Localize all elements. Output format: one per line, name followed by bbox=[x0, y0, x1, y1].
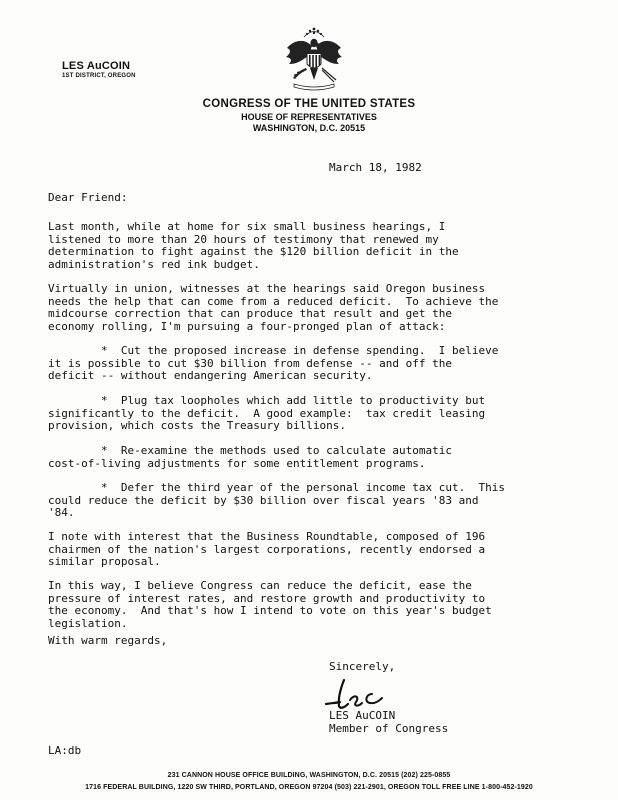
bullet-1: * Cut the proposed increase in defense spending. I believe it is possible to cut $30 billion from defense -- and off the deficit -- without endangering American security. bbox=[48, 344, 499, 383]
letterhead-house: HOUSE OF REPRESENTATIVES bbox=[241, 112, 377, 122]
sender-name: LES AuCOIN bbox=[62, 60, 131, 72]
bullet-4: * Defer the third year of the personal income tax cut. This could reduce the deficit by $30 billion over fiscal years '83 and '84. bbox=[48, 481, 505, 520]
paragraph-1: Last month, while at home for six small business hearings, I listened to more than 20 hours of testimony that renewed my determination to fight against the $120 billion deficit in the administration's red ink budget. bbox=[48, 220, 459, 271]
sender-block bbox=[62, 60, 136, 79]
letterhead-city: WASHINGTON, D.C. 20515 bbox=[252, 123, 366, 133]
letterhead-title: CONGRESS OF THE UNITED STATES bbox=[202, 98, 416, 110]
salutation: Dear Friend: bbox=[48, 191, 128, 204]
sign-off: Sincerely, bbox=[329, 660, 396, 673]
great-seal-eagle-icon bbox=[284, 24, 344, 94]
closing: With warm regards, bbox=[48, 634, 168, 647]
signer-name: LES AuCOIN bbox=[329, 709, 396, 722]
bullet-2: * Plug tax loopholes which add little to productivity but significantly to the deficit. A good example: tax credit leasing provision, which costs the Treasury billions. bbox=[48, 394, 486, 433]
bullet-3: * Re-examine the methods used to calculate automatic cost-of-living adjustments for some entitlement programs. bbox=[48, 444, 452, 470]
footer-portland-address: 1716 FEDERAL BUILDING, 1220 SW THIRD, PORTLAND, OREGON 97204 (503) 221-2901, OREGON TOLL FREE LINE 1-800-452-1920 bbox=[85, 784, 533, 791]
paragraph-4: In this way, I believe Congress can reduce the deficit, ease the pressure of interest rates, and restore growth and productivity to the economy. And that's how I intend to vote on this year's budget legislation. bbox=[48, 579, 492, 630]
paragraph-3: I note with interest that the Business Roundtable, composed of 196 chairmen of the nation's largest corporations, recently endorsed a similar proposal. bbox=[48, 530, 486, 569]
letterhead bbox=[0, 98, 618, 133]
handwritten-signature bbox=[322, 676, 394, 712]
letter-date: March 18, 1982 bbox=[329, 161, 422, 174]
paragraph-2: Virtually in union, witnesses at the hearings said Oregon business needs the help that can come from a reduced deficit. To achieve the midcourse correction that can produce that result and get the economy rolling, I'm pursuing a four-pronged plan of attack: bbox=[48, 282, 499, 333]
footer-washington-address: 231 CANNON HOUSE OFFICE BUILDING, WASHINGTON, D.C. 20515 (202) 225-0855 bbox=[167, 772, 451, 779]
sender-district: 1ST DISTRICT, OREGON bbox=[62, 73, 136, 79]
signer-title: Member of Congress bbox=[329, 722, 449, 735]
typist-initials: LA:db bbox=[48, 744, 82, 757]
